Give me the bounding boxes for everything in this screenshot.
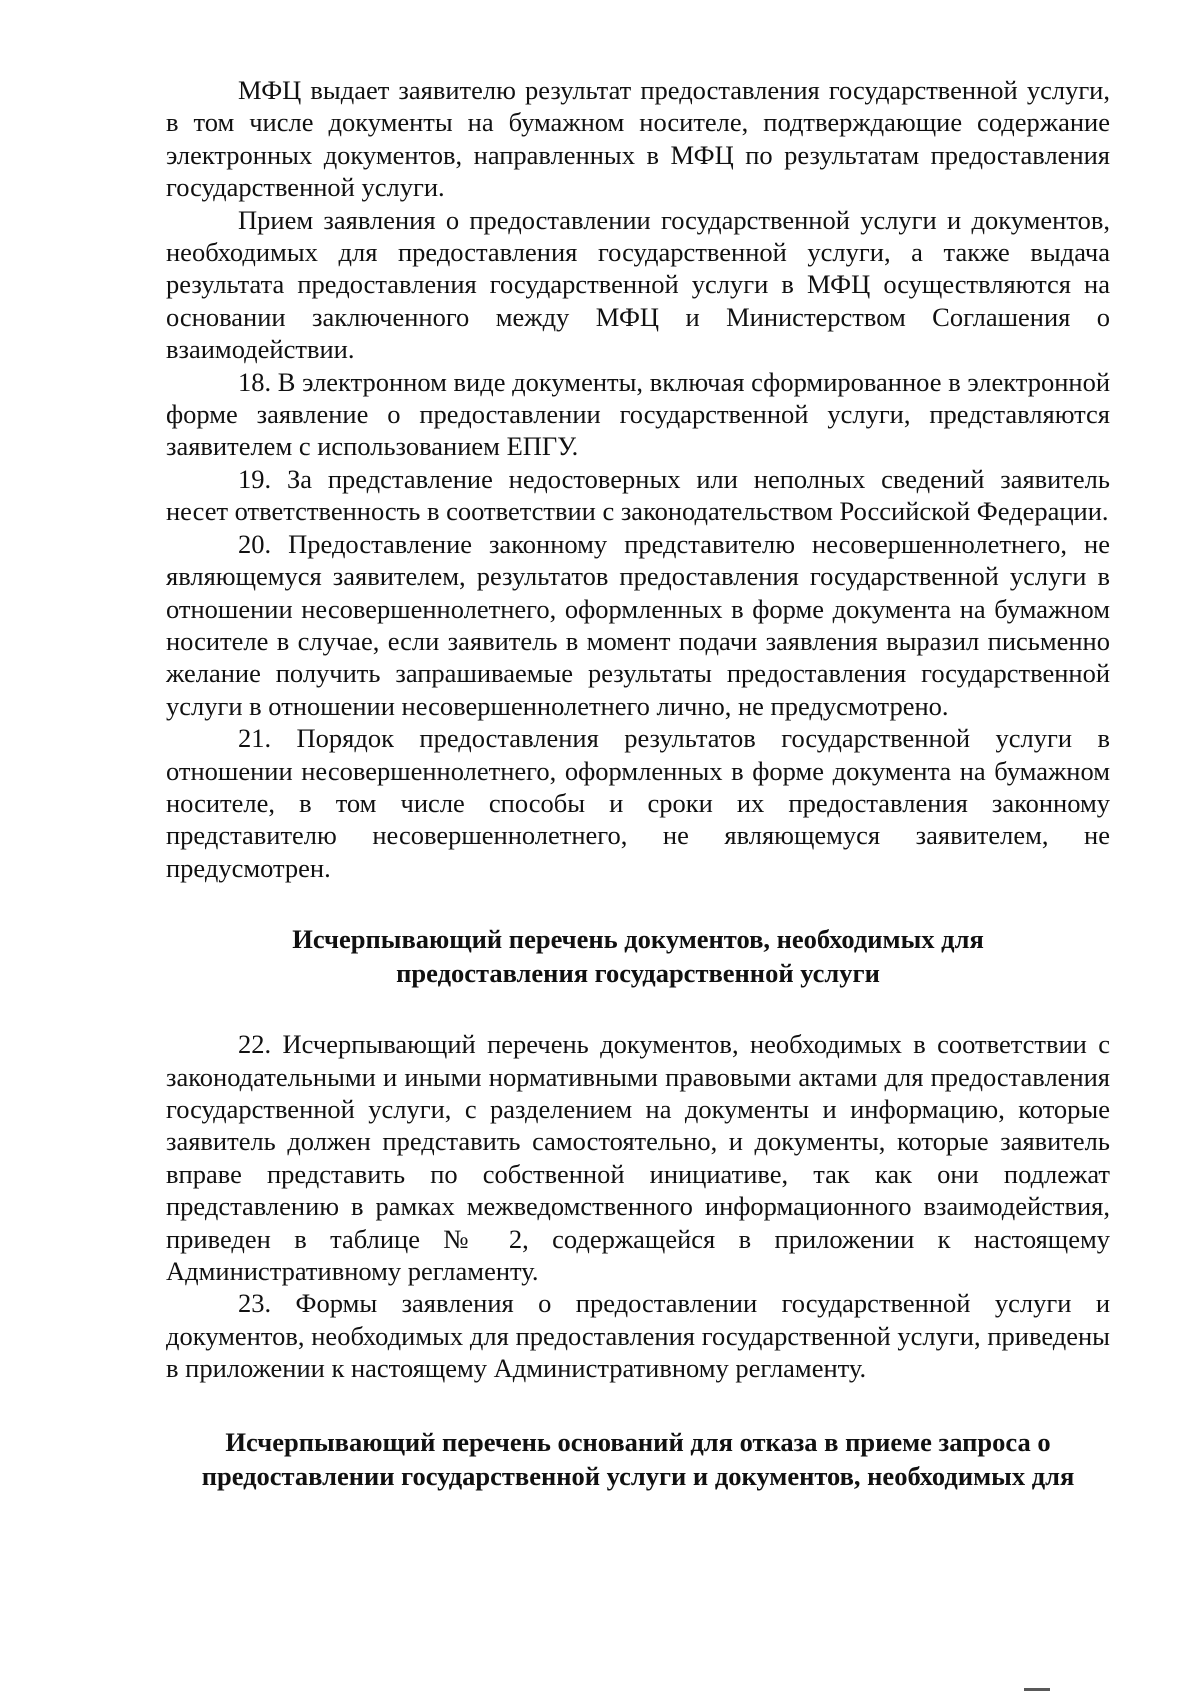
section-heading-refusal-grounds-line1: Исчерпывающий перечень оснований для отказа в приеме запроса о	[225, 1426, 1051, 1457]
section-heading-documents-list	[166, 922, 1110, 990]
paragraph-application-reception: Прием заявления о предоставлении государственной услуги и документов, необходимых для предоставления государственной услуги, а также выдача результата предоставления государственной услуги в МФЦ осуществляются на основании заключенного между МФЦ и Министерством Соглашения о взаимодействии.	[166, 204, 1110, 365]
paragraph-19: 19. За представление недостоверных или неполных сведений заявитель несет ответственность в соответствии с законодательством Российской Федерации.	[166, 463, 1110, 527]
paragraph-23: 23. Формы заявления о предоставлении государственной услуги и документов, необходимых для предоставления государственной услуги, приведены в приложении к настоящему Административному регламенту.	[166, 1288, 1110, 1384]
page-number-fragment	[1024, 1688, 1050, 1697]
section-heading-refusal-grounds	[154, 1425, 1122, 1493]
document-body	[166, 74, 1110, 1493]
section-heading-documents-list-line1: Исчерпывающий перечень документов, необходимых для	[292, 924, 984, 955]
paragraph-mfc-result: МФЦ выдает заявителю результат предоставления государственной услуги, в том числе документы на бумажном носителе, подтверждающие содержание электронных документов, направленных в МФЦ по результатам предоставления государственной услуги.	[166, 75, 1110, 203]
paragraph-21: 21. Порядок предоставления результатов государственной услуги в отношении несовершеннолетнего, оформленных в форме документа на бумажном носителе, в том числе способы и сроки их предоставления законному представителю несовершеннолетнего, не являющемуся заявителем, не предусмотрен.	[166, 723, 1110, 883]
paragraph-20: 20. Предоставление законному представителю несовершеннолетнего, не являющемуся заявителем, результатов предоставления государственной услуги в отношении несовершеннолетнего, оформленных в форме документа на бумажном носителе в случае, если заявитель в момент подачи заявления выразил письменно желание получить запрашиваемые результаты предоставления государственной услуги в отношении несовершеннолетнего лично, не предусмотрено.	[166, 528, 1110, 721]
section-heading-documents-list-line2: предоставления государственной услуги	[396, 958, 880, 989]
paragraph-18: 18. В электронном виде документы, включая сформированное в электронной форме заявление о предоставлении государственной услуги, представляются заявителем с использованием ЕПГУ.	[166, 366, 1110, 462]
paragraph-22: 22. Исчерпывающий перечень документов, необходимых в соответствии с законодательными и иными нормативными правовыми актами для предоставления государственной услуги, с разделением на документы и информацию, которые заявитель должен представить самостоятельно, и документы, которые заявитель вправе представить по собственной инициативе, так как они подлежат представлению в рамках межведомственного информационного взаимодействия, приведен в таблице № 2, содержащейся в приложении к настоящему Административному регламенту.	[166, 1029, 1110, 1286]
section-heading-refusal-grounds-line2: предоставлении государственной услуги и документов, необходимых для	[201, 1460, 1075, 1491]
